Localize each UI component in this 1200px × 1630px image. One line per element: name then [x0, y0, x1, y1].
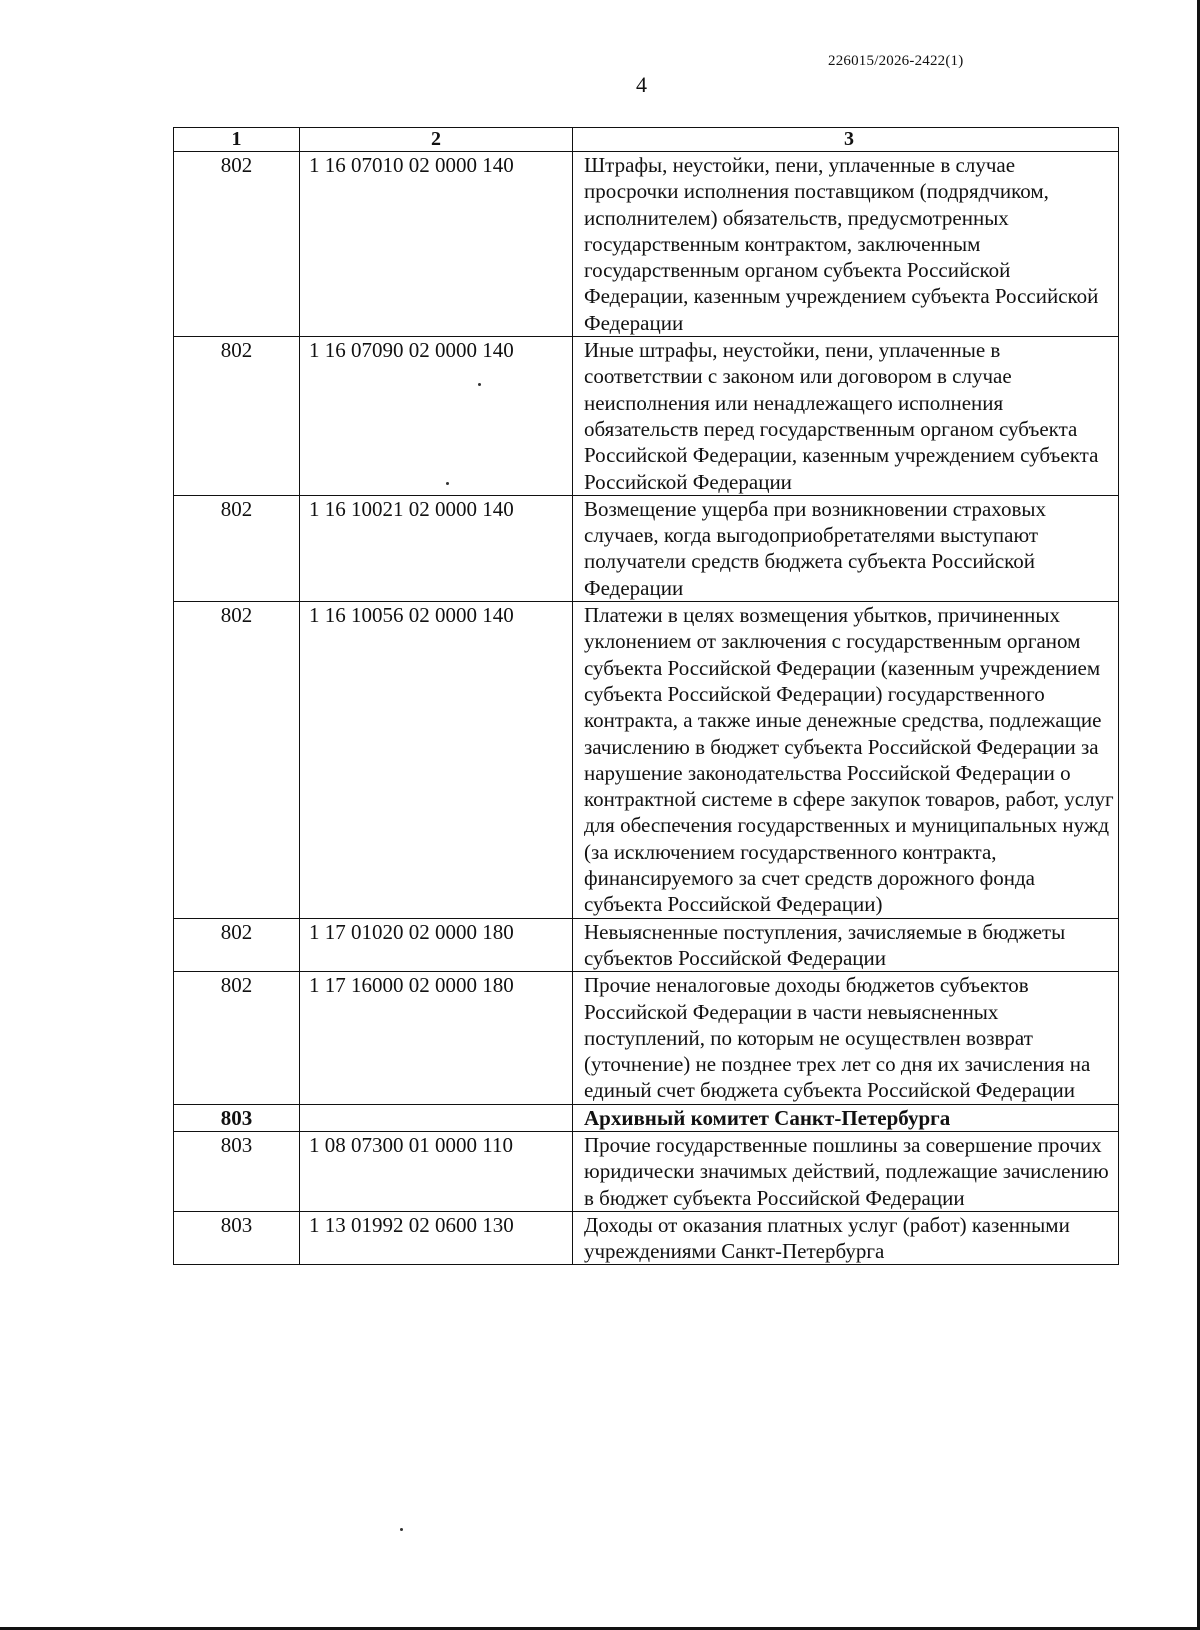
- column-header-1: 1: [174, 128, 300, 152]
- table-row: [174, 1131, 1119, 1211]
- column-header-3: 3: [573, 128, 1119, 152]
- table-row: [174, 1211, 1119, 1265]
- document-id: 226015/2026-2422(1): [828, 53, 964, 69]
- kbk-code-cell: 1 13 01992 02 0600 130: [300, 1211, 573, 1265]
- admin-code-cell: 802: [174, 495, 300, 601]
- revenue-codes-table: [173, 127, 1119, 1265]
- kbk-code-cell: 1 08 07300 01 0000 110: [300, 1131, 573, 1211]
- table-row: [174, 495, 1119, 601]
- admin-code-cell: 803: [174, 1131, 300, 1211]
- description-cell: Иные штрафы, неустойки, пени, уплаченные в соответствии с законом или договором в случае неисполнения или ненадлежащего исполнения обязательств перед государственным органом субъекта Российской Федерации, казенным учреждением субъекта Российской Федерации: [573, 337, 1119, 496]
- scan-speck: [400, 1528, 403, 1531]
- kbk-code-cell: 1 16 07010 02 0000 140: [300, 152, 573, 337]
- admin-code-cell: 802: [174, 972, 300, 1104]
- description-cell: Возмещение ущерба при возникновении страховых случаев, когда выгодоприобретателями выступают получатели средств бюджета субъекта Российской Федерации: [573, 495, 1119, 601]
- scan-speck: [446, 482, 449, 485]
- table-row: [174, 918, 1119, 972]
- admin-code-cell: 802: [174, 337, 300, 496]
- table-row: [174, 152, 1119, 337]
- kbk-code-cell: 1 16 10056 02 0000 140: [300, 602, 573, 919]
- description-cell: Невыясненные поступления, зачисляемые в бюджеты субъектов Российской Федерации: [573, 918, 1119, 972]
- table-row: [174, 337, 1119, 496]
- administrator-name-cell: Архивный комитет Санкт-Петербурга: [573, 1104, 1119, 1131]
- kbk-code-cell: 1 16 07090 02 0000 140: [300, 337, 573, 496]
- admin-code-cell: 803: [174, 1211, 300, 1265]
- kbk-code-cell: [300, 1104, 573, 1131]
- page-number: 4: [636, 72, 647, 97]
- description-cell: Платежи в целях возмещения убытков, причиненных уклонением от заключения с государственным органом субъекта Российской Федерации (казенным учреждением субъекта Российской Федерации) государственного контракта, а также иные денежные средства, подлежащие зачислению в бюджет субъекта Российской Федерации за нарушение законодательства Российской Федерации о контрактной системе в сфере закупок товаров, работ, услуг для обеспечения государственных и муниципальных нужд (за исключением государственного контракта, финансируемого за счет средств дорожного фонда субъекта Российской Федерации): [573, 602, 1119, 919]
- kbk-code-cell: 1 16 10021 02 0000 140: [300, 495, 573, 601]
- section-header-row: [174, 1104, 1119, 1131]
- description-cell: Доходы от оказания платных услуг (работ) казенными учреждениями Санкт-Петербурга: [573, 1211, 1119, 1265]
- description-cell: Штрафы, неустойки, пени, уплаченные в случае просрочки исполнения поставщиком (подрядчиком, исполнителем) обязательств, предусмотренных государственным контрактом, заключенным государственным органом субъекта Российской Федерации, казенным учреждением субъекта Российской Федерации: [573, 152, 1119, 337]
- admin-code-cell: 802: [174, 918, 300, 972]
- admin-code-cell: 802: [174, 152, 300, 337]
- kbk-code-cell: 1 17 16000 02 0000 180: [300, 972, 573, 1104]
- column-header-2: 2: [300, 128, 573, 152]
- table-row: [174, 602, 1119, 919]
- kbk-code-cell: 1 17 01020 02 0000 180: [300, 918, 573, 972]
- scan-speck: [478, 383, 481, 386]
- description-cell: Прочие государственные пошлины за совершение прочих юридически значимых действий, подлежащие зачислению в бюджет субъекта Российской Федерации: [573, 1131, 1119, 1211]
- admin-code-cell: 803: [174, 1104, 300, 1131]
- table-header-row: [174, 128, 1119, 152]
- table-row: [174, 972, 1119, 1104]
- admin-code-cell: 802: [174, 602, 300, 919]
- description-cell: Прочие неналоговые доходы бюджетов субъектов Российской Федерации в части невыясненных поступлений, по которым не осуществлен возврат (уточнение) не позднее трех лет со дня их зачисления на единый счет бюджета субъекта Российской Федерации: [573, 972, 1119, 1104]
